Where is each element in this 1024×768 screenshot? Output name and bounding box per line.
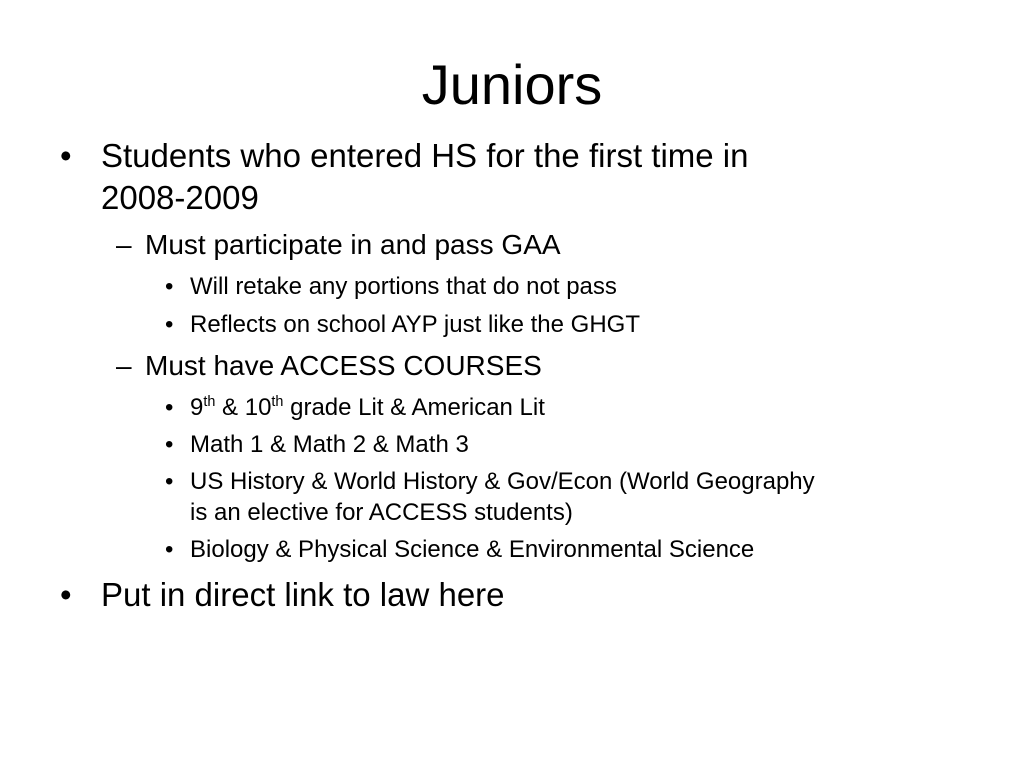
bullet-marker: • (60, 576, 72, 613)
superscript: th (271, 394, 284, 410)
subsubbullet-text-continued: is an elective for ACCESS students) (190, 499, 573, 526)
subsubbullet-marker: • (165, 311, 174, 338)
subsubbullet-text: Reflects on school AYP just like the GHGT (190, 311, 640, 338)
subsubbullet-marker: • (165, 468, 174, 495)
bullet-text-continued: 2008-2009 (101, 179, 259, 216)
superscript: th (203, 394, 216, 410)
slide-title: Juniors (421, 53, 603, 116)
subbullet-text: Must have ACCESS COURSES (145, 350, 542, 381)
subbullet-text: Must participate in and pass GAA (145, 229, 561, 260)
subsubbullet-text: Will retake any portions that do not pass (190, 273, 617, 300)
subsubbullet-text: US History & World History & Gov/Econ (World Geography (190, 468, 815, 495)
text-part: & 10 (215, 394, 272, 421)
subsubbullet-marker: • (165, 273, 174, 300)
subsubbullet-text: Biology & Physical Science & Environmental Science (190, 536, 755, 563)
subbullet-marker: – (116, 350, 132, 381)
subsubbullet-marker: • (165, 431, 174, 458)
bullet-text: Students who entered HS for the first time in (101, 137, 749, 174)
subsubbullet-text (190, 393, 545, 423)
subsubbullet-marker: • (165, 394, 174, 421)
bullet-marker: • (60, 137, 72, 174)
subsubbullet-marker: • (165, 536, 174, 563)
subbullet-marker: – (116, 229, 132, 260)
bullet-text: Put in direct link to law here (101, 576, 505, 613)
text-part: grade Lit & American Lit (283, 394, 545, 421)
subsubbullet-text: Math 1 & Math 2 & Math 3 (190, 431, 469, 458)
text-part: 9 (190, 394, 204, 421)
